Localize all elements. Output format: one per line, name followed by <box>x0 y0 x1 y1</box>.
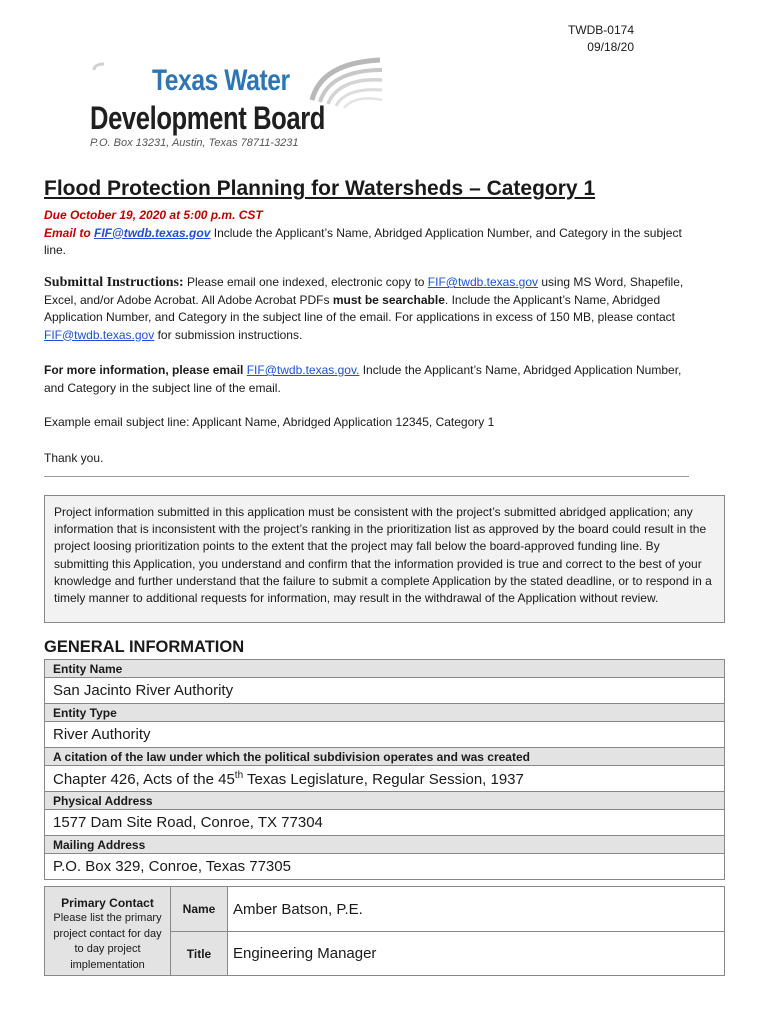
primary-contact-label-box <box>45 887 171 975</box>
submittal-text-1: Please email one indexed, electronic copy to <box>183 275 428 289</box>
more-info-text: Include the Applicant’s Name, Abridged Application Number, and Category in the subject line of the email. <box>44 363 682 395</box>
twdb-logo <box>90 56 390 152</box>
contact-title-label: Title <box>171 932 228 975</box>
submittal-email-link-2[interactable]: FIF@twdb.texas.gov <box>44 327 155 342</box>
entity-name-label: Entity Name <box>45 660 725 678</box>
entity-type-label: Entity Type <box>45 704 725 722</box>
submittal-text-3: . Include the Applicant’s Name, Abridged Application Number, and Category in the subject line of the email. For applications in excess of 150 MB, please contact <box>44 292 676 324</box>
primary-contact-title: Primary Contact <box>61 896 154 910</box>
submittal-heading: Submittal Instructions: <box>44 275 184 290</box>
citation-label: A citation of the law under which the political subdivision operates and was created <box>45 748 725 766</box>
contact-name-label: Name <box>171 887 228 932</box>
general-information-table <box>44 659 725 880</box>
form-date: 09/18/20 <box>587 40 634 54</box>
page-title: Flood Protection Planning for Watersheds – Category 1 <box>44 177 596 200</box>
citation-field[interactable] <box>45 766 725 792</box>
more-info <box>44 362 684 397</box>
submittal-text-4: for submission instructions. <box>154 327 303 342</box>
more-info-heading: For more information, please email <box>44 363 247 377</box>
email-to-label: Email to <box>44 225 95 240</box>
due-date: Due October 19, 2020 at 5:00 p.m. CST <box>44 208 263 222</box>
logo-address: P.O. Box 13231, Austin, Texas 78711-3231 <box>90 137 299 149</box>
contact-title-field[interactable]: Engineering Manager <box>233 945 377 962</box>
general-information-heading: GENERAL INFORMATION <box>44 638 245 656</box>
example-subject: Example email subject line: Applicant Name, Abridged Application 12345, Category 1 <box>44 415 495 429</box>
email-link[interactable]: FIF@twdb.texas.gov <box>94 225 211 240</box>
form-identifier <box>568 22 634 56</box>
mailing-address-label: Mailing Address <box>45 836 725 854</box>
submittal-instructions <box>44 274 684 344</box>
primary-contact-section <box>44 886 725 976</box>
physical-address-label: Physical Address <box>45 792 725 810</box>
form-number: TWDB-0174 <box>567 23 634 37</box>
primary-contact-subtitle: Please list the primary project contact for day to day project implementation <box>53 912 162 971</box>
mailing-address-field[interactable]: P.O. Box 329, Conroe, Texas 77305 <box>45 854 725 880</box>
divider <box>44 476 689 477</box>
citation-text-end: Texas Legislature, Regular Session, 1937 <box>243 770 524 788</box>
citation-text: Chapter 426, Acts of the 45 <box>53 770 235 788</box>
contact-name-field[interactable]: Amber Batson, P.E. <box>228 887 724 932</box>
submittal-bold: must be searchable <box>332 292 445 307</box>
physical-address-field[interactable]: 1577 Dam Site Road, Conroe, TX 77304 <box>45 810 725 836</box>
email-instructions-text: Include the Applicant’s Name, Abridged Application Number, and Category in the subject line. <box>44 225 682 257</box>
email-instructions <box>44 225 684 260</box>
notice-box: Project information submitted in this application must be consistent with the project’s submitted abridged application; any information that is inconsistent with the project’s ranking in the prioritization list as approved by the board could result in the project loosing prioritization points to the extent that the project may fall below the board-approved funding line. By submitting this Application, you understand and confirm that the information provided is true and correct to the best of your knowledge and further understand that the failure to submit a complete Application by the stated deadline, or to respond in a timely manner to additional requests for information, may result in the withdrawal of the Application without review. <box>44 495 725 623</box>
entity-type-field[interactable]: River Authority <box>45 722 725 748</box>
more-info-email-link[interactable]: FIF@twdb.texas.gov. <box>246 363 360 377</box>
submittal-email-link[interactable]: FIF@twdb.texas.gov <box>427 275 539 289</box>
citation-superscript: th <box>234 769 244 781</box>
entity-name-field[interactable]: San Jacinto River Authority <box>45 678 725 704</box>
thank-you: Thank you. <box>44 451 104 465</box>
submittal-text-2: using MS Word, Shapefile, Excel, and/or Adobe Acrobat. All Adobe Acrobat PDFs <box>44 275 684 307</box>
due-block <box>44 207 684 260</box>
logo-line2: Development Board <box>90 100 326 136</box>
logo-line1: Texas Water <box>152 64 290 97</box>
